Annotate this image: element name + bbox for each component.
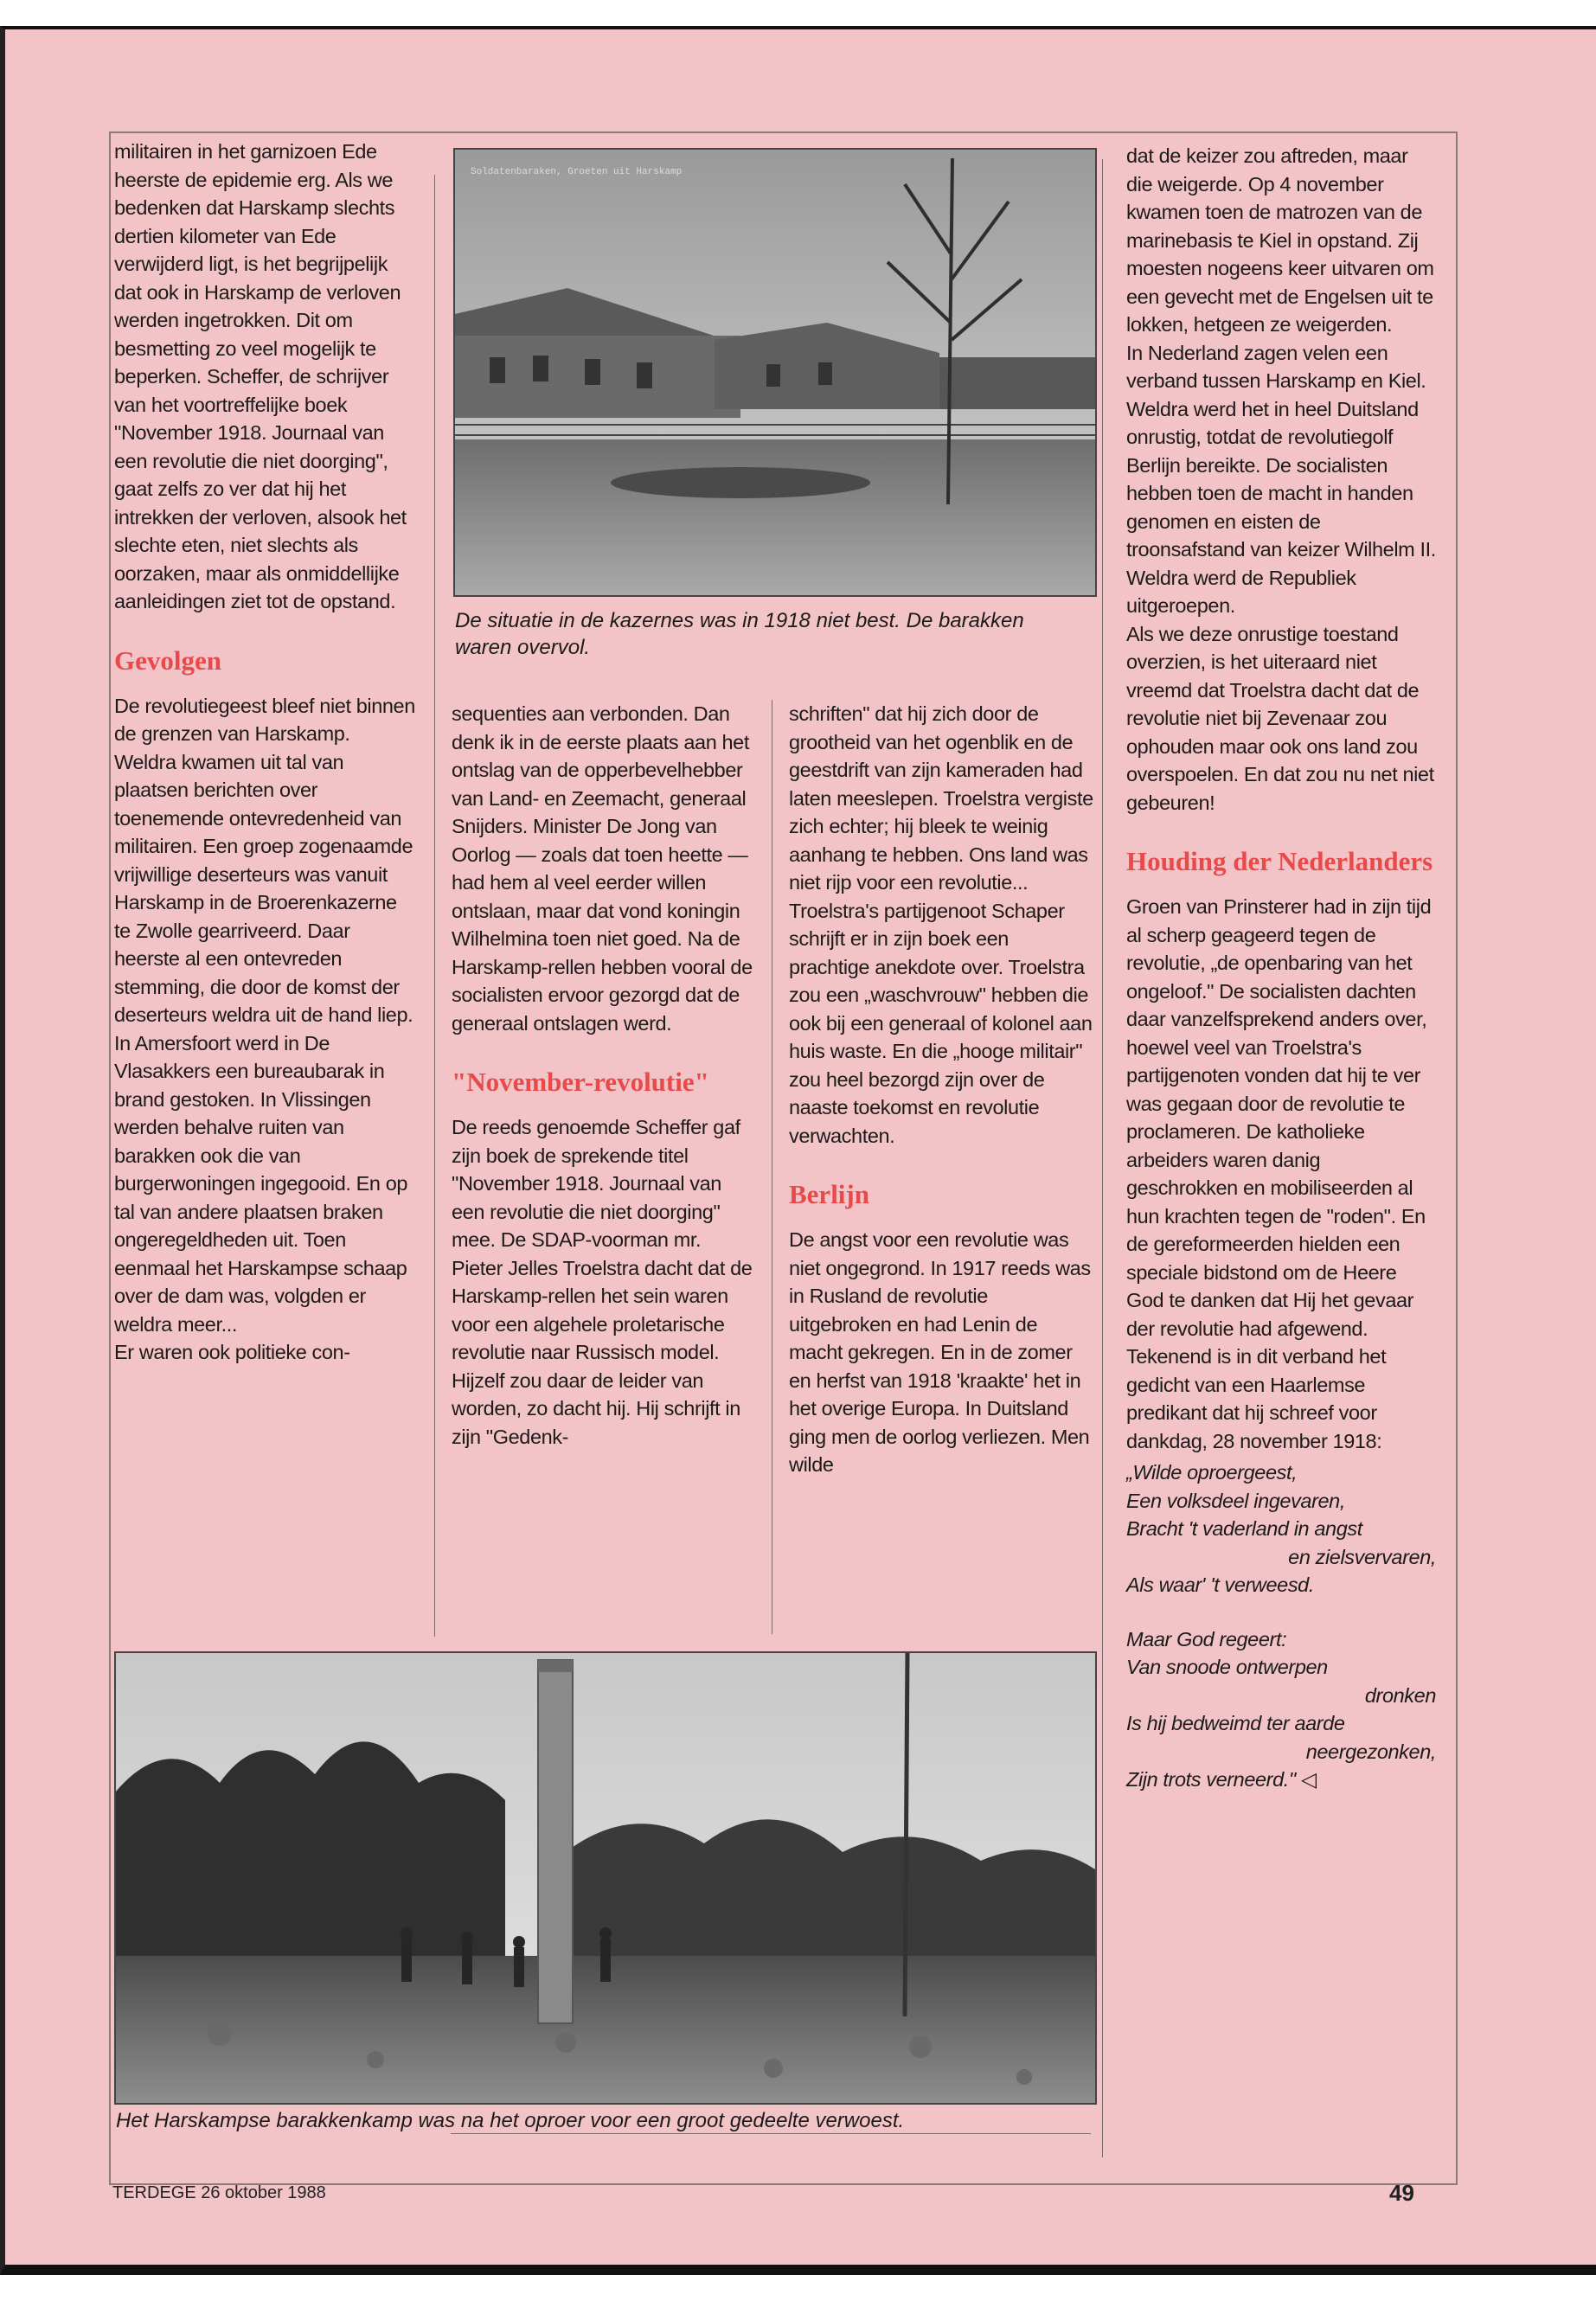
heading-berlijn: Berlijn	[789, 1179, 869, 1209]
col2-paragraph-1: sequenties aan verbonden. Dan denk ik in de eerste plaats aan het ontslag van de opperbevelhebber van Land- en Zeemacht, generaal Snijders. Minister De Jong van Oorlog — zoals dat toen heette — had hem al veel eerder willen ontslaan, maar dat vond koningin Wilhelmina toen niet goed. Na de Harskamp-rellen hebben vooral de socialisten ervoor gezorgd dat de generaal ontslagen werd.	[452, 702, 753, 1035]
photo-inset-label: Soldatenbaraken, Groeten uit Harskamp	[471, 167, 683, 177]
column-rule-3	[1102, 159, 1103, 2157]
ruined-camp-photo-caption: Het Harskampse barakkenkamp was na het oproer voor een groot gedeelte verwoest.	[116, 2109, 905, 2132]
barracks-photo-caption: De situatie in de kazernes was in 1918 niet best. De barakken waren overvol.	[455, 609, 1024, 659]
ruined-camp-photo	[114, 1651, 1097, 2105]
poem-line: Van snoode ontwerpen	[1126, 1656, 1328, 1678]
heading-houding-der-nederlanders: Houding der Nederlanders	[1126, 846, 1433, 876]
col3-paragraph-3: De angst voor een revolutie was niet ongegrond. In 1917 reeds was in Rusland de revolutie uitgebroken en had Lenin de macht gekregen. En in de zomer en herfst van 1918 'kraakte' het in het overige Europa. In Duitsland ging men de oorlog verliezen. Men wilde	[789, 1228, 1091, 1476]
poem-line: Een volksdeel ingevaren,	[1126, 1489, 1345, 1512]
col1-paragraph-3: In Amersfoort werd in De Vlasakkers een bureaubarak in brand gestoken. In Vlissingen werden behalve ruiten van barakken ook die van burgerwoningen ingegooid. En op tal van andere plaatsen braken ongeregeldheden uit. Toen eenmaal het Harskampse schaap over de dam was, volgden er weldra meer...	[114, 1031, 408, 1336]
col4-paragraph-3: Als we deze onrustige toestand overzien, is het uiteraard niet vreemd dat Troelstra dacht dat de revolutie niet bij Zevenaar zou ophouden maar ook ons land zou overspoelen. En dat zou nu net niet gebeuren!	[1126, 622, 1434, 814]
column-3	[789, 700, 1093, 1479]
poem-stanza-1	[1126, 1458, 1436, 1599]
poem-line: „Wilde oproergeest,	[1126, 1461, 1298, 1484]
ruined-camp-photo-image	[116, 1653, 1095, 2103]
column-2	[452, 700, 756, 1451]
poem-line: Bracht 't vaderland in angst	[1126, 1517, 1362, 1540]
poem-stanza-2	[1126, 1625, 1436, 1794]
col1-paragraph-2: De revolutiegeest bleef niet binnen de grenzen van Harskamp. Weldra kwamen uit tal van plaatsen berichten over toenemende ontevredenheid van militairen. Een groep zogenaamde vrijwillige deserteurs was vanuit Harskamp in de Broerenkazerne te Zwolle gearriveerd. Daar heerste al een ontevreden stemming, die door de komst der deserteurs weldra uit de hand liep.	[114, 694, 415, 1026]
publication-footer: TERDEGE 26 oktober 1988	[112, 2183, 326, 2202]
column-4	[1126, 142, 1436, 1794]
col4-paragraph-2: In Nederland zagen velen een verband tussen Harskamp en Kiel. Weldra werd het in heel Duitsland onrustig, totdat de revolutiegolf Berlijn bereikte. De socialisten hebben toen de macht in handen genomen en eisten de troonsafstand van keizer Wilhelm II. Weldra werd de Republiek uitgeroepen.	[1126, 341, 1436, 617]
magazine-page	[0, 26, 1596, 2275]
col3-paragraph-1: schriften" dat hij zich door de grootheid van het ogenblik en de geestdrift van zijn kameraden had laten meeslepen. Troelstra vergiste zich echter; hij bleek te weinig aanhang te hebben. Ons land was niet rijp voor een revolutie...	[789, 702, 1093, 894]
col1-paragraph-4: Er waren ook politieke con-	[114, 1341, 350, 1363]
poem-line: dronken	[1364, 1683, 1436, 1707]
poem-line: Is hij bedweimd ter aarde	[1126, 1712, 1345, 1734]
poem-line: en zielsvervaren,	[1288, 1545, 1436, 1568]
poem-line: Als waar' 't verweesd.	[1126, 1574, 1314, 1596]
heading-gevolgen: Gevolgen	[114, 644, 221, 676]
poem-line: Zijn trots verneerd." ◁	[1126, 1768, 1317, 1791]
barracks-photo	[453, 148, 1097, 597]
column-rule-1	[434, 175, 435, 1637]
col2-paragraph-2: De reeds genoemde Scheffer gaf zijn boek de sprekende titel "November 1918. Journaal van een revolutie die niet doorging" mee. De SDAP-voorman mr. Pieter Jelles Troelstra dacht dat de Harskamp-rellen het sein waren voor een algehele proletarische revolutie naar Russisch model. Hijzelf zou daar de leider van worden, zo dacht hij. Hij schrijft in zijn "Gedenk-	[452, 1116, 753, 1448]
page-number: 49	[1389, 2180, 1414, 2206]
poem-line: neergezonken,	[1305, 1740, 1436, 1763]
col3-paragraph-2: Troelstra's partijgenoot Schaper schrijft er in zijn boek een prachtige anekdote over. Troelstra zou een „waschvrouw" hebben die ook bij een generaal of kolonel aan huis waste. En die „hooge militair" zou heel bezorgd zijn over de naaste toekomst en revolutie verwachten.	[789, 899, 1093, 1147]
poem-line: Maar God regeert:	[1126, 1627, 1287, 1650]
heading-november-revolutie: "November-revolutie"	[452, 1067, 709, 1097]
col1-paragraph-1: militairen in het garnizoen Ede heerste de epidemie erg. Als we bedenken dat Harskamp slechts dertien kilometer van Ede verwijderd ligt, is het begrijpelijk dat ook in Harskamp de verloven werden ingetrokken. Dit om besmetting zo veel mogelijk te beperken. Scheffer, de schrijver van het voortreffelijke boek "November 1918. Journaal van een revolutie die niet doorging", gaat zelfs zo ver dat hij het intrekken der verloven, alsook het slechte eten, niet slechts als oorzaken, maar als onmiddellijke aanleidingen ziet tot de opstand.	[114, 140, 407, 612]
column-1	[114, 138, 417, 1367]
col4-paragraph-1: dat de keizer zou aftreden, maar die weigerde. Op 4 november kwamen toen de matrozen van de marinebasis te Kiel in opstand. Zij moesten nogeens keer uitvaren om een gevecht met de Engelsen uit te lokken, hetgeen ze weigerden.	[1126, 144, 1434, 336]
barracks-photo-image	[455, 150, 1095, 595]
col4-paragraph-4: Groen van Prinsterer had in zijn tijd al scherp geageerd tegen de revolutie, „de openbaring van het ongeloof." De socialisten dachten daar vanzelfsprekend anders over, hoewel veel van Troelstra's partijgenoten vonden dat hij te ver was gegaan door de revolutie te proclameren. De katholieke arbeiders waren danig geschrokken en mobiliseerden al hun krachten tegen de "roden". En de gereformeerden hielden een speciale bidstond om de Heere God te danken dat Hij het gevaar der revolutie had afgewend. Tekenend is in dit verband het gedicht van een Haarlemse predikant dat hij schreef voor dankdag, 28 november 1918:	[1126, 895, 1432, 1452]
